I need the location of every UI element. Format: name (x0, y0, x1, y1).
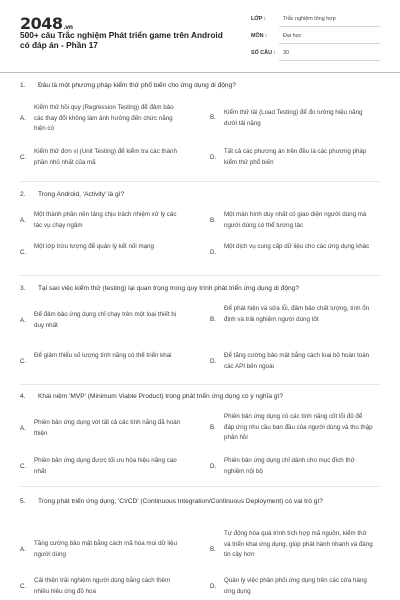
option-text: Phiên bản ứng dụng được tối ưu hóa hiệu năng cao nhất (34, 457, 177, 475)
meta-value: Trắc nghiệm tổng hợp (283, 16, 336, 22)
option-letter: C. (20, 463, 27, 470)
question-4 (20, 392, 380, 486)
option-letter: D. (210, 249, 217, 256)
option-text: Một màn hình duy nhất có giao diện người dùng mà người dùng có thể tương tác (224, 211, 367, 229)
option-letter: B. (210, 217, 216, 224)
logo-main: 2048 (20, 14, 63, 33)
question-stem: Tại sao việc kiểm thử (testing) lại quan trọng trong quy trình phát triển ứng dụng di động? (38, 285, 300, 292)
document-header (0, 0, 400, 70)
option-text: Cải thiện trải nghiệm người dùng bằng cách thêm nhiều hiệu ứng đồ họa (34, 577, 171, 595)
option-text: Một thành phần nền tảng chịu trách nhiệm xử lý các tác vụ chạy ngầm (34, 211, 177, 229)
meta-value: Đại học (283, 33, 302, 39)
question-1 (20, 81, 380, 181)
option-text: Một dịch vụ cung cấp dữ liệu cho các ứng dụng khác (224, 243, 370, 250)
option-letter: C. (20, 358, 27, 365)
option-letter: D. (210, 358, 217, 365)
document-title: 500+ câu Trắc nghiệm Phát triển game trên Android có đáp án - Phần 17 (20, 30, 223, 50)
option-letter: D. (210, 583, 217, 590)
option-letter: C. (20, 583, 27, 590)
option-letter: B. (210, 114, 216, 121)
logo-suffix: .vn (63, 24, 73, 31)
question-text (20, 81, 380, 91)
question-text (20, 392, 380, 402)
option-text: Tự động hóa quá trình tích hợp mã nguồn, kiểm thử và triển khai ứng dụng, giúp phát hành nhanh và đáng tin cậy hơn (224, 530, 373, 558)
option-text: Kiểm thử đơn vị (Unit Testing) để kiểm tra các thành phần nhỏ nhất của mã (34, 148, 177, 166)
meta-value: 30 (283, 50, 289, 56)
meta-key: MÔN : (251, 33, 267, 39)
option-text: Kiểm thử hồi quy (Regression Testing) để đảm bảo các thay đổi không làm ảnh hưởng đến chức năng hiện có (34, 104, 174, 132)
question-number: 5. (20, 498, 26, 505)
question-text (20, 284, 380, 294)
question-number: 4. (20, 393, 26, 400)
meta-row-subject (247, 29, 380, 46)
question-divider (20, 384, 380, 385)
option-letter: C. (20, 249, 27, 256)
question-3 (20, 284, 380, 384)
option-letter: A. (20, 425, 26, 432)
question-stem: Trong phát triển ứng dụng, 'CI/CD' (Continuous Integration/Continuous Deployment) có vai trò gì? (38, 498, 323, 505)
question-5 (20, 497, 380, 600)
question-number: 3. (20, 285, 26, 292)
option-text: Tăng cường bảo mật bằng cách mã hóa mọi dữ liệu người dùng (34, 540, 178, 558)
meta-underline (279, 43, 380, 44)
question-number: 1. (20, 82, 26, 89)
option-letter: A. (20, 217, 26, 224)
option-text: Phiên bản ứng dụng chỉ dành cho mục đích thử nghiệm nội bộ (224, 457, 355, 475)
option-letter: B. (210, 424, 216, 431)
question-stem: Trong Android, 'Activity' là gì? (38, 191, 125, 198)
option-letter: B. (210, 546, 216, 553)
question-divider (20, 486, 380, 487)
header-divider (0, 72, 400, 73)
option-text: Kiểm thử tải (Load Testing) để đo lường hiệu năng dưới tải nặng (224, 109, 363, 127)
option-letter: C. (20, 154, 27, 161)
meta-table (247, 12, 380, 63)
option-text: Để tăng cường bảo mật bằng cách loại bỏ hoàn toàn các API bên ngoài (224, 352, 370, 370)
question-text (20, 190, 380, 200)
option-text: Để phát hiện và sửa lỗi, đảm bảo chất lượng, tính ổn định và trải nghiệm người dùng tốt (224, 305, 370, 323)
option-text: Để đảm bảo ứng dụng chỉ chạy trên một loại thiết bị duy nhất (34, 311, 177, 329)
option-text: Phiên bản ứng dụng với tất cả các tính năng đã hoàn thiện (34, 419, 181, 437)
option-letter: B. (210, 316, 216, 323)
question-number: 2. (20, 191, 26, 198)
option-text: Phiên bản ứng dụng có các tính năng cốt lõi đủ để đáp ứng nhu cầu ban đầu của người dùng và thu thập phản hồi (224, 413, 373, 441)
question-stem: Đâu là một phương pháp kiểm thử phổ biến cho ứng dụng di động? (38, 82, 236, 89)
option-text: Để giảm thiểu số lượng tính năng có thể triển khai (34, 352, 172, 359)
question-text (20, 497, 375, 507)
question-divider (20, 181, 380, 182)
option-letter: D. (210, 154, 217, 161)
meta-key: LỚP : (251, 16, 266, 22)
option-letter: A. (20, 546, 26, 553)
option-text: Một lớp trừu tượng để quản lý kết nối mạng (34, 243, 154, 250)
option-letter: D. (210, 463, 217, 470)
option-text: Tất cả các phương án trên đều là các phương pháp kiểm thử phổ biến (224, 148, 367, 166)
meta-key: SỐ CÂU : (251, 50, 276, 56)
meta-underline (279, 60, 380, 61)
option-letter: A. (20, 115, 26, 122)
meta-row-count (247, 46, 380, 63)
question-2 (20, 190, 380, 275)
option-text: Quản lý việc phân phối ứng dụng trên các cửa hàng ứng dụng (224, 577, 367, 595)
option-letter: A. (20, 317, 26, 324)
question-stem: Khái niệm 'MVP' (Minimum Viable Product) trong phát triển ứng dụng có ý nghĩa gì? (38, 393, 284, 400)
meta-row-class (247, 12, 380, 29)
meta-underline (279, 26, 380, 27)
question-divider (20, 275, 380, 276)
